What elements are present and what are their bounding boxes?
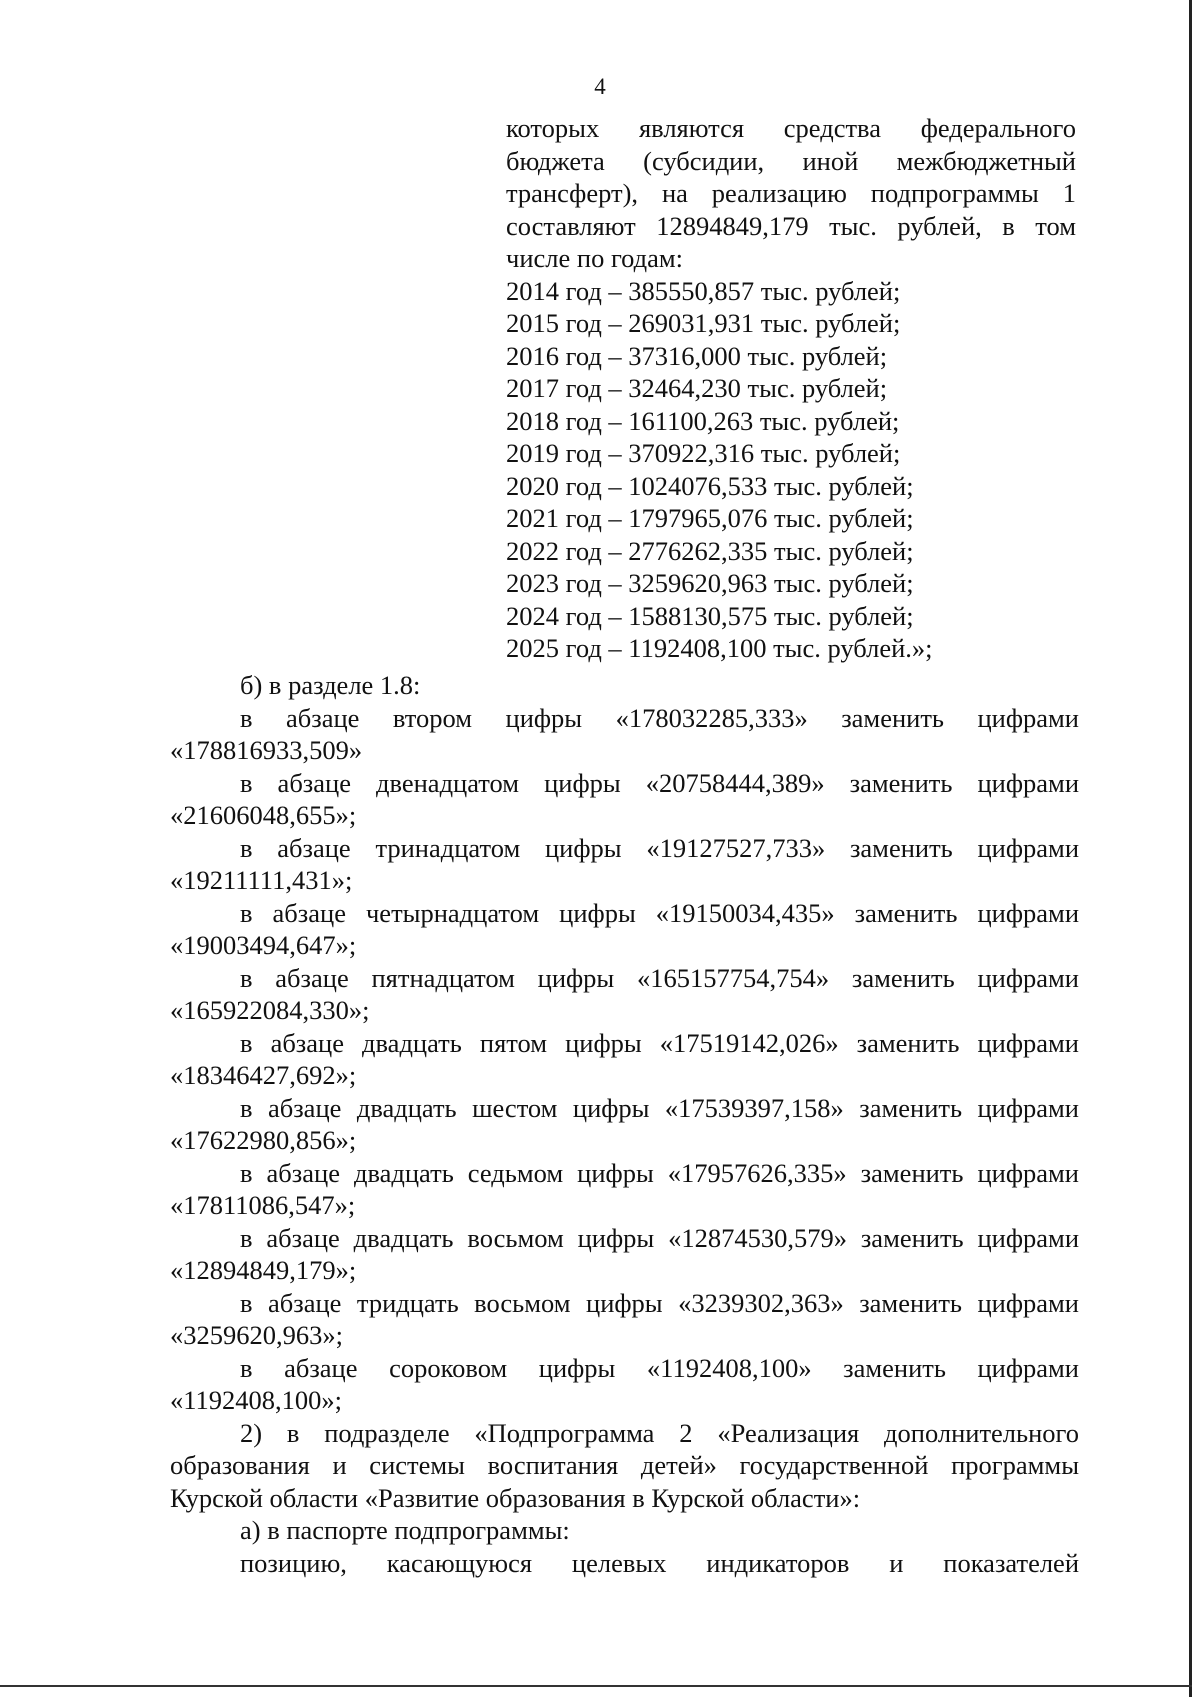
- replacement-paragraph: в абзаце двадцать седьмом цифры «17957626,335» заменить цифрами «17811086,547»;: [170, 1157, 1079, 1220]
- scan-edge-right: [1189, 0, 1192, 1697]
- replacement-paragraph: в абзаце втором цифры «178032285,333» заменить цифрами «178816933,509»: [170, 702, 1079, 765]
- item-a-paragraph: а) в паспорте подпрограммы:: [240, 1515, 570, 1545]
- intro-line: которых являются средства федерального: [506, 113, 1076, 143]
- replacement-paragraph: в абзаце сороковом цифры «1192408,100» заменить цифрами «1192408,100»;: [170, 1352, 1079, 1415]
- section-b-heading: б) в разделе 1.8:: [240, 670, 421, 700]
- item-2-paragraph: 2) в подразделе «Подпрограмма 2 «Реализация дополнительного образования и системы воспитания детей» государственной программы Курской области «Развитие образования в Курской области»:: [170, 1417, 1079, 1513]
- document-body: [170, 669, 1079, 1579]
- intro-line: числе по годам:: [506, 243, 684, 273]
- year-line: 2020 год – 1024076,533 тыс. рублей;: [506, 470, 914, 501]
- year-line: 2014 год – 385550,857 тыс. рублей;: [506, 275, 901, 306]
- replacement-paragraph: в абзаце двенадцатом цифры «20758444,389» заменить цифрами «21606048,655»;: [170, 767, 1079, 830]
- year-line: 2023 год – 3259620,963 тыс. рублей;: [506, 568, 914, 598]
- replacement-paragraph: в абзаце пятнадцатом цифры «165157754,754» заменить цифрами «165922084,330»;: [170, 962, 1079, 1025]
- year-line: 2022 год – 2776262,335 тыс. рублей;: [506, 535, 914, 566]
- year-line: 2015 год – 269031,931 тыс. рублей;: [506, 308, 901, 338]
- year-line: 2018 год – 161100,263 тыс. рублей;: [506, 405, 900, 436]
- financing-block: [506, 112, 1076, 665]
- replacement-paragraph: в абзаце четырнадцатом цифры «19150034,435» заменить цифрами «19003494,647»;: [170, 897, 1079, 960]
- year-line: 2016 год – 37316,000 тыс. рублей;: [506, 340, 888, 371]
- replacement-paragraph: в абзаце двадцать пятом цифры «17519142,026» заменить цифрами «18346427,692»;: [170, 1027, 1079, 1090]
- replacement-paragraph: в абзаце двадцать восьмом цифры «12874530,579» заменить цифрами «12894849,179»;: [170, 1222, 1079, 1285]
- intro-line: бюджета (субсидии, иной межбюджетный: [506, 145, 1076, 176]
- intro-line: трансферт), на реализацию подпрограммы 1: [506, 178, 1076, 208]
- replacement-paragraph: в абзаце тридцать восьмом цифры «3239302,363» заменить цифрами «3259620,963»;: [170, 1287, 1079, 1350]
- page-number: 4: [594, 74, 606, 99]
- replacement-paragraph: в абзаце двадцать шестом цифры «17539397,158» заменить цифрами «17622980,856»;: [170, 1092, 1079, 1155]
- year-line: 2021 год – 1797965,076 тыс. рублей;: [506, 503, 914, 533]
- year-line: 2017 год – 32464,230 тыс. рублей;: [506, 373, 888, 403]
- year-line: 2024 год – 1588130,575 тыс. рублей;: [506, 600, 914, 631]
- year-line: 2025 год – 1192408,100 тыс. рублей.»;: [506, 633, 933, 663]
- last-line: позицию, касающуюся целевых индикаторов и показателей: [240, 1547, 1079, 1578]
- year-line: 2019 год – 370922,316 тыс. рублей;: [506, 438, 901, 468]
- scan-edge-bottom: [0, 1685, 1192, 1687]
- replacement-paragraph: в абзаце тринадцатом цифры «19127527,733» заменить цифрами «19211111,431»;: [170, 832, 1079, 895]
- intro-line: составляют 12894849,179 тыс. рублей, в том: [506, 210, 1076, 241]
